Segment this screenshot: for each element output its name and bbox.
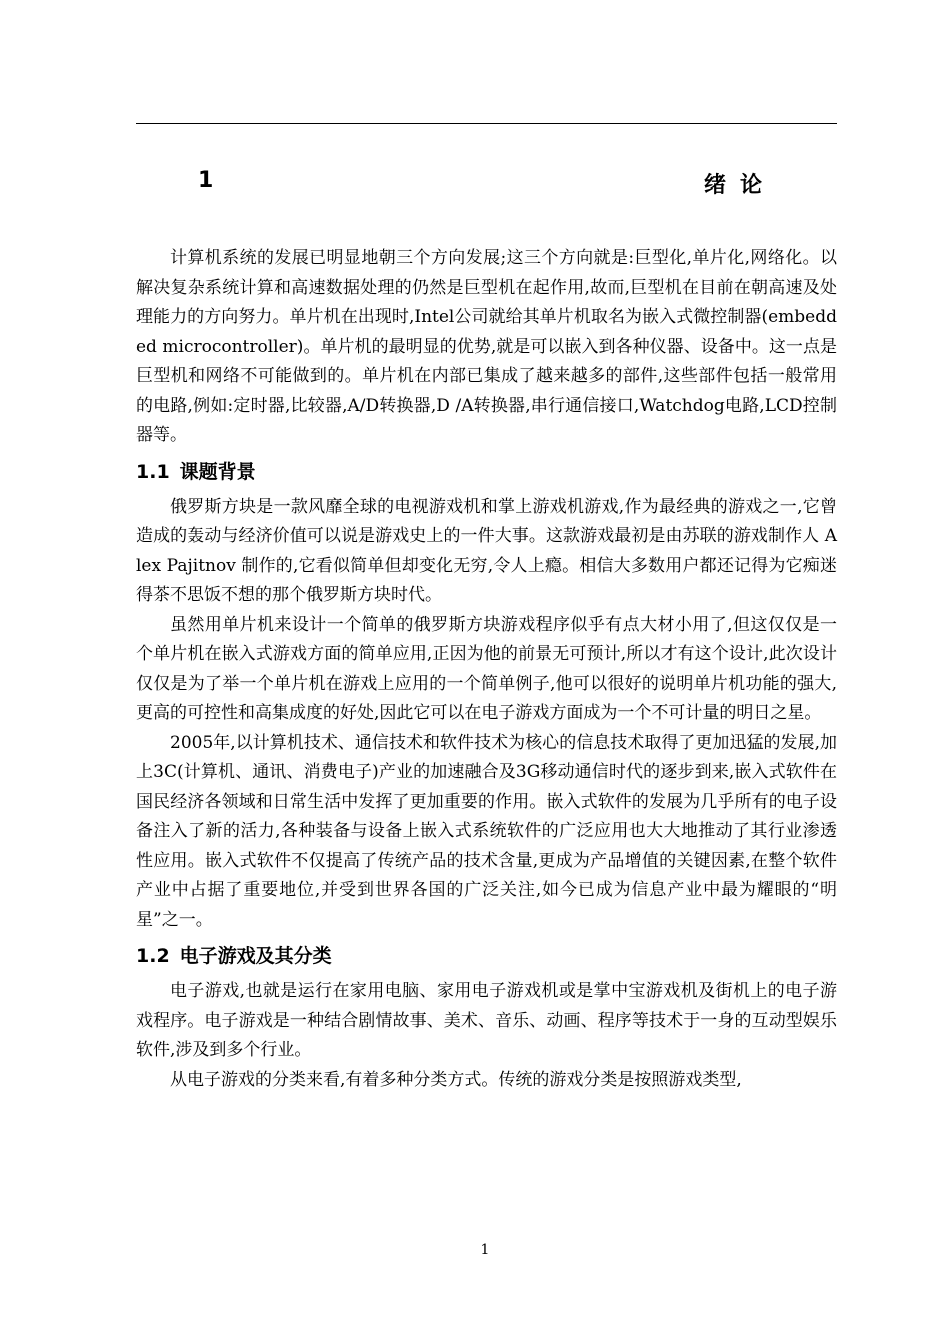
section-heading-1-1	[136, 451, 837, 493]
section-number: 1.1	[136, 460, 170, 483]
paragraph: 从电子游戏的分类来看,有着多种分类方式。传统的游戏分类是按照游戏类型,	[170, 1069, 742, 1090]
body-text	[136, 244, 837, 1095]
intro-paragraph: 计算机系统的发展已明显地朝三个方向发展;这三个方向就是:巨型化,单片化,网络化。以解决复杂系统计算和高速数据处理的仍然是巨型机在起作用,故而,巨型机在目前在朝高速及处理能力的方向努力。单片机在出现时,Intel公司就给其单片机取名为嵌入式微控制器(embedded microcontroller)。单片机的最明显的优势,就是可以嵌入到各种仪器、设备中。这一点是巨型机和网络不可能做到的。单片机在内部已集成了越来越多的部件,这些部件包括一般常用的电路,例如:定时器,比较器,A/D转换器,D /A转换器,串行通信接口,Watchdog电路,LCD控制器等。	[136, 248, 837, 445]
chapter-title: 绪论	[704, 173, 777, 198]
section-number: 1.2	[136, 945, 170, 967]
paragraph: 2005年,以计算机技术、通信技术和软件技术为核心的信息技术取得了更加迅猛的发展,加上3C(计算机、通讯、消费电子)产业的加速融合及3G移动通信时代的逐步到来,嵌入式软件在国民经济各领域和日常生活中发挥了更加重要的作用。嵌入式软件的发展为几乎所有的电子设备注入了新的活力,各种装备与设备上嵌入式系统软件的广泛应用也大大地推动了其行业渗透性应用。嵌入式软件不仅提高了传统产品的技术含量,更成为产品增值的关键因素,在整个软件产业中占据了重要地位,并受到世界各国的广泛关注,如今已成为信息产业中最为耀眼的“明星”之一。	[136, 732, 837, 930]
section-title: 电子游戏及其分类	[179, 945, 332, 967]
paragraph: 电子游戏,也就是运行在家用电脑、家用电子游戏机或是掌中宝游戏机及街机上的电子游戏程序。电子游戏是一种结合剧情故事、美术、音乐、动画、程序等技术于一身的互动型娱乐软件,涉及到多个行业。	[136, 981, 837, 1060]
paragraph: 虽然用单片机来设计一个简单的俄罗斯方块游戏程序似乎有点大材小用了,但这仅仅是一个单片机在嵌入式游戏方面的简单应用,正因为他的前景无可预计,所以才有这个设计,此次设计仅仅是为了举一个单片机在游戏上应用的一个简单例子,他可以很好的说明单片机功能的强大,更高的可控性和高集成度的好处,因此它可以在电子游戏方面成为一个不可计量的明日之星。	[136, 614, 837, 723]
section-heading-1-2	[136, 935, 837, 977]
paragraph: 俄罗斯方块是一款风靡全球的电视游戏机和掌上游戏机游戏,作为最经典的游戏之一,它曾造成的轰动与经济价值可以说是游戏史上的一件大事。这款游戏最初是由苏联的游戏制作人 Alex Pajitnov 制作的,它看似简单但却变化无穷,令人上瘾。相信大多数用户都还记得为它痴迷得茶不思饭不想的那个俄罗斯方块时代。	[136, 496, 837, 605]
chapter-heading	[136, 168, 837, 202]
page-number: 1	[480, 1242, 490, 1258]
header-rule	[136, 123, 837, 124]
chapter-number: 1	[198, 168, 214, 193]
section-title: 课题背景	[179, 460, 256, 483]
